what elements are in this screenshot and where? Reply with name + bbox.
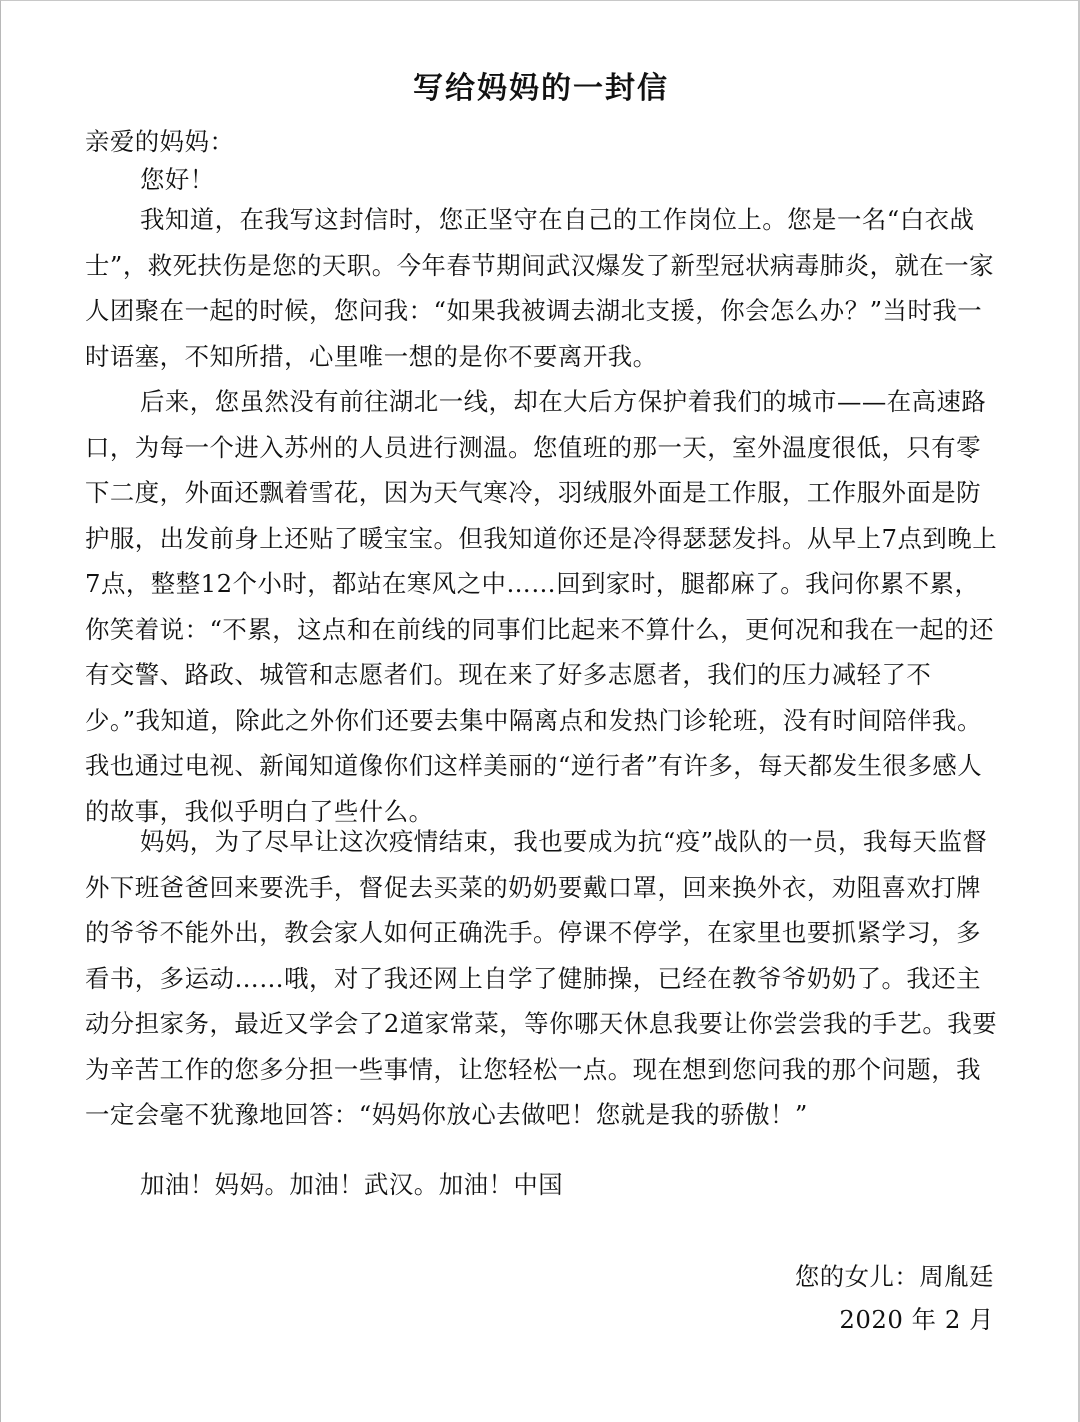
signature: 您的女儿：周胤廷 — [794, 1262, 994, 1291]
salutation: 亲爱的妈妈： — [85, 127, 235, 156]
closing-cheer: 加油！妈妈。加油！武汉。加油！中国 — [140, 1170, 564, 1199]
paragraph-3: 妈妈，为了尽早让这次疫情结束，我也要成为抗“疫”战队的一员，我每天监督外下班爸爸回来要洗手，督促去买菜的奶奶要戴口罩，回来换外衣，劝阻喜欢打牌的爷爷不能外出，教会家人如何正确洗手。停课不停学，在家里也要抓紧学习，多看书，多运动……哦，对了我还网上自学了健肺操，已经在教爷爷奶奶了。我还主动分担家务，最近又学会了2道家常菜，等你哪天休息我要让你尝尝我的手艺。我要为辛苦工作的您多分担一些事情，让您轻松一点。现在想到您问我的那个问题，我一定会毫不犹豫地回答：“妈妈你放心去做吧！您就是我的骄傲！” — [85, 827, 998, 1129]
greeting: 您好！ — [140, 165, 215, 194]
paragraph-2: 后来，您虽然没有前往湖北一线，却在大后方保护着我们的城市——在高速路口，为每一个进入苏州的人员进行测温。您值班的那一天，室外温度很低，只有零下二度，外面还飘着雪花，因为天气寒冷，羽绒服外面是工作服，工作服外面是防护服，出发前身上还贴了暖宝宝。但我知道你还是冷得瑟瑟发抖。从早上7点到晚上7点，整整12个小时，都站在寒风之中……回到家时，腿都麻了。我问你累不累，你笑着说：“不累，这点和在前线的同事们比起来不算什么，更何况和我在一起的还有交警、路政、城管和志愿者们。现在来了好多志愿者，我们的压力减轻了不少。”我知道，除此之外你们还要去集中隔离点和发热门诊轮班，没有时间陪伴我。我也通过电视、新闻知道像你们这样美丽的“逆行者”有许多，每天都发生很多感人的故事，我似乎明白了些什么。 — [85, 387, 998, 826]
letter-title: 写给妈妈的一封信 — [413, 71, 669, 106]
letter-date: 2020 年 2 月 — [839, 1305, 994, 1334]
paragraph-1: 我知道，在我写这封信时，您正坚守在自己的工作岗位上。您是一名“白衣战士”，救死扶伤是您的天职。今年春节期间武汉爆发了新型冠状病毒肺炎，就在一家人团聚在一起的时候，您问我：“如果我被调去湖北支援，你会怎么办？”当时我一时语塞，不知所措，心里唯一想的是你不要离开我。 — [85, 205, 995, 371]
